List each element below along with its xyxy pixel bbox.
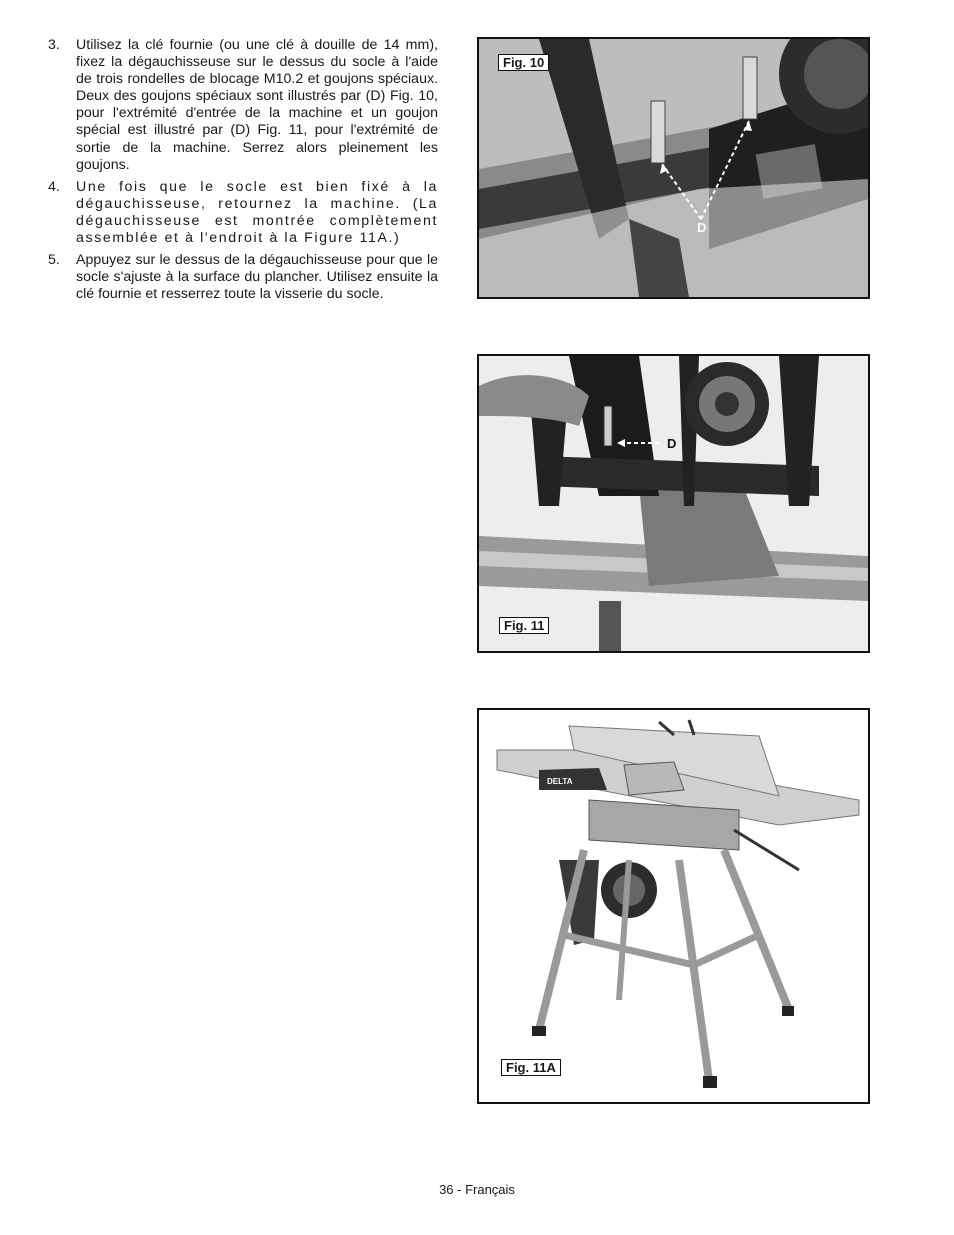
step-number: 5. [48,252,60,269]
fig11-label: Fig. 11 [499,617,549,634]
instruction-step-4 [48,179,438,247]
step-text: Appuyez sur le dessus de la dégauchisseuse pour que le socle s'ajuste à la surface du plancher. Utilisez ensuite la clé fournie et resserrez toute la visserie du socle. [76,252,438,303]
instruction-list [48,37,438,308]
step-number: 4. [48,178,60,195]
svg-text:DELTA: DELTA [547,777,573,786]
step-number: 3. [48,37,60,53]
figure-11a [477,708,870,1104]
fig10-label: Fig. 10 [498,54,549,71]
step-text: Une fois que le socle est bien fixé à la dégauchisseuse, retournez la machine. (La dégauchisseuse est montrée complètement assemblée et à l'endroit à la Figure 11A.) [76,178,438,247]
fig11-callout-d: D [667,436,677,451]
instruction-step-5 [48,252,438,303]
fig11-photo [479,356,868,651]
step-text: Utilisez la clé fournie (ou une clé à douille de 14 mm), fixez la dégauchisseuse sur le dessus du socle à l'aide de trois rondelles de blocage M10.2 et goujons spéciaux. Deux des goujons spéciaux sont illustrés par (D) Fig. 10, pour l'extrémité d'entrée de la machine et un goujon spécial est illustré par (D) Fig. 11, pour l'extrémité de sortie de la machine. Serrez alors pleinement les goujons. [76,37,438,173]
figure-10 [477,37,870,299]
fig11a-label: Fig. 11A [501,1059,561,1076]
fig11a-photo [479,710,868,1102]
figure-11 [477,354,870,653]
page-footer: 36 - Français [439,1182,515,1197]
fig10-photo [479,39,868,297]
instruction-step-3 [48,37,438,174]
fig10-callout-d: D [697,220,707,235]
